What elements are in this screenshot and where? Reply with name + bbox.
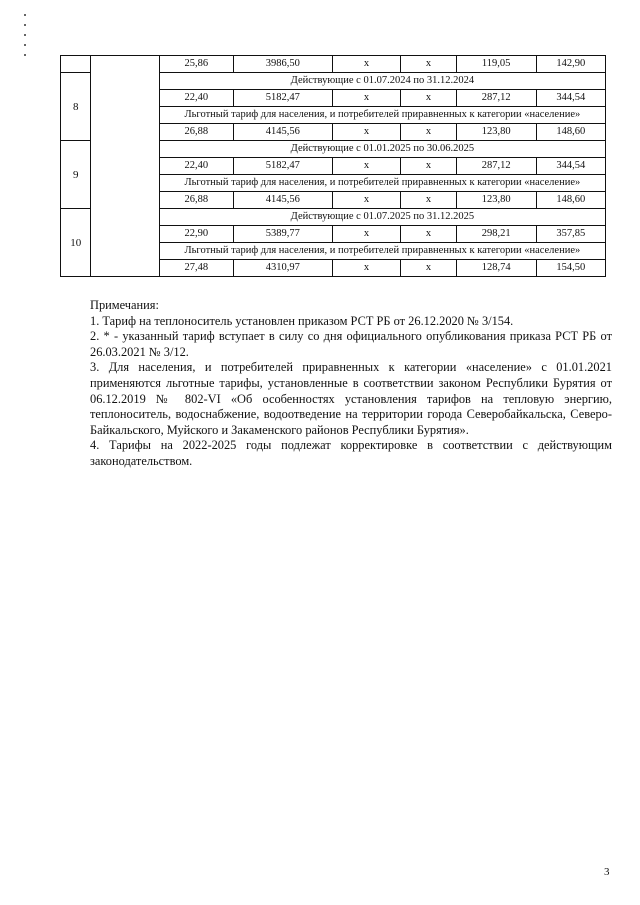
table-cell: х [401, 124, 456, 141]
table-cell: 123,80 [456, 124, 536, 141]
table-cell: х [332, 226, 401, 243]
period-header-cell: Действующие с 01.07.2025 по 31.12.2025 [159, 209, 605, 226]
table-cell: 4145,56 [233, 192, 332, 209]
tariff-table [60, 55, 606, 277]
table-cell: 4145,56 [233, 124, 332, 141]
preferential-tariff-label-cell: Льготный тариф для населения, и потребителей приравненных к категории «население» [159, 243, 605, 260]
table-row [61, 56, 606, 73]
note-item: 4. Тарифы на 2022-2025 годы подлежат корректировке в соответствии с действующим законодательством. [90, 438, 612, 468]
row-number-cell: 9 [61, 141, 91, 209]
table-cell: 22,40 [159, 90, 233, 107]
table-cell: 298,21 [456, 226, 536, 243]
table-cell: х [332, 192, 401, 209]
period-header-cell: Действующие с 01.01.2025 по 30.06.2025 [159, 141, 605, 158]
table-cell: х [401, 90, 456, 107]
table-cell: х [401, 260, 456, 277]
table-cell: х [401, 158, 456, 175]
table-cell: 344,54 [536, 90, 605, 107]
table-cell: 22,90 [159, 226, 233, 243]
note-item: 1. Тариф на теплоноситель установлен приказом РСТ РБ от 26.12.2020 № 3/154. [90, 313, 514, 328]
table-cell: 154,50 [536, 260, 605, 277]
table-cell: 5182,47 [233, 158, 332, 175]
table-cell: 287,12 [456, 158, 536, 175]
notes-section [90, 298, 612, 470]
table-cell: 22,40 [159, 158, 233, 175]
table-cell: 26,88 [159, 124, 233, 141]
table-cell: 142,90 [536, 56, 605, 73]
table-cell: 344,54 [536, 158, 605, 175]
note-item: 2. * - указанный тариф вступает в силу со дня официального опубликования приказа РСТ РБ от 26.03.2021 № 3/12. [90, 329, 612, 359]
table-cell: х [332, 158, 401, 175]
table-cell: х [401, 56, 456, 73]
row-number-cell: 10 [61, 209, 91, 277]
table-cell: 148,60 [536, 192, 605, 209]
page-number: 3 [604, 866, 610, 878]
table-cell: 287,12 [456, 90, 536, 107]
table-cell: 5182,47 [233, 90, 332, 107]
table-cell: 4310,97 [233, 260, 332, 277]
preferential-tariff-label-cell: Льготный тариф для населения, и потребителей приравненных к категории «население» [159, 107, 605, 124]
table-cell: 148,60 [536, 124, 605, 141]
table-cell: 119,05 [456, 56, 536, 73]
table-cell: 128,74 [456, 260, 536, 277]
row-number-cell [61, 56, 91, 73]
margin-marks [22, 14, 28, 64]
table-cell: х [332, 56, 401, 73]
table-cell: 5389,77 [233, 226, 332, 243]
note-item: 3. Для населения, и потребителей приравненных к категории «население» с 01.01.2021 применяются льготные тарифы, установленные в соответствии законом Республики Бурятия от 06.12.2019 № 802-VI «Об особенностях установления тарифов на тепловую энергию, теплоноситель, водоснабжение, водоотведение на территории города Северобайкальска, Северо-Байкальского, Муйского и Закаменского районов Республики Бурятия». [90, 360, 612, 437]
table-cell: 27,48 [159, 260, 233, 277]
table-cell: 357,85 [536, 226, 605, 243]
table-cell: х [332, 124, 401, 141]
table-cell: 25,86 [159, 56, 233, 73]
blank-column-cell [91, 56, 159, 277]
row-number-cell: 8 [61, 73, 91, 141]
preferential-tariff-label-cell: Льготный тариф для населения, и потребителей приравненных к категории «население» [159, 175, 605, 192]
table-cell: х [332, 90, 401, 107]
table-cell: 26,88 [159, 192, 233, 209]
table-cell: х [401, 192, 456, 209]
notes-heading: Примечания: [90, 298, 159, 312]
table-cell: 123,80 [456, 192, 536, 209]
table-cell: х [401, 226, 456, 243]
table-cell: 3986,50 [233, 56, 332, 73]
period-header-cell: Действующие с 01.07.2024 по 31.12.2024 [159, 73, 605, 90]
table-cell: х [332, 260, 401, 277]
